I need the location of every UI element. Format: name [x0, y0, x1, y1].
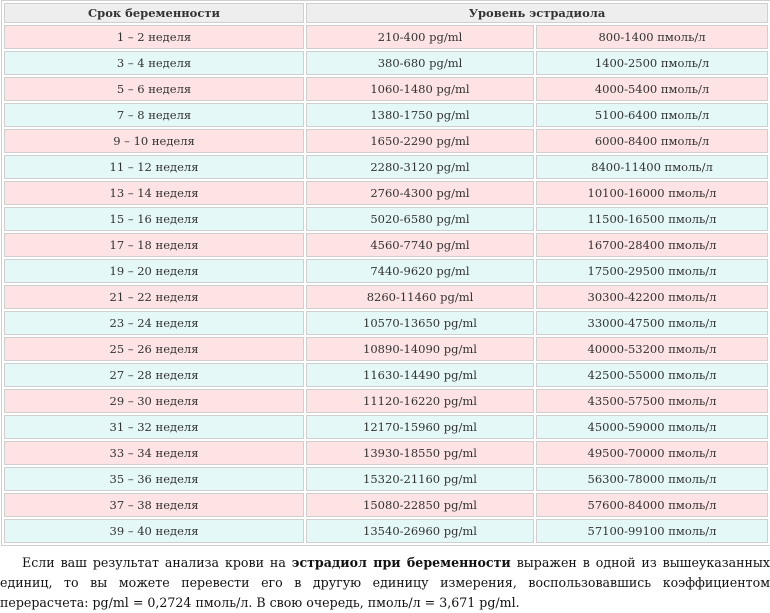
table-row	[4, 493, 768, 517]
cell-level-pgml: 11120-16220 pg/ml	[306, 389, 534, 413]
cell-pregnancy-term: 15 – 16 неделя	[4, 207, 304, 231]
cell-level-pmol: 56300-78000 пмоль/л	[536, 467, 768, 491]
cell-level-pgml: 12170-15960 pg/ml	[306, 415, 534, 439]
cell-level-pmol: 10100-16000 пмоль/л	[536, 181, 768, 205]
cell-pregnancy-term: 31 – 32 неделя	[4, 415, 304, 439]
cell-pregnancy-term: 39 – 40 неделя	[4, 519, 304, 543]
cell-pregnancy-term: 21 – 22 неделя	[4, 285, 304, 309]
table-row	[4, 181, 768, 205]
cell-level-pmol: 57100-99100 пмоль/л	[536, 519, 768, 543]
cell-level-pgml: 15320-21160 pg/ml	[306, 467, 534, 491]
table-row	[4, 519, 768, 543]
cell-pregnancy-term: 1 – 2 неделя	[4, 25, 304, 49]
header-estradiol-level: Уровень эстрадиола	[306, 3, 768, 23]
cell-level-pmol: 1400-2500 пмоль/л	[536, 51, 768, 75]
cell-pregnancy-term: 37 – 38 неделя	[4, 493, 304, 517]
cell-level-pgml: 1650-2290 pg/ml	[306, 129, 534, 153]
cell-pregnancy-term: 3 – 4 неделя	[4, 51, 304, 75]
cell-level-pmol: 16700-28400 пмоль/л	[536, 233, 768, 257]
cell-pregnancy-term: 17 – 18 неделя	[4, 233, 304, 257]
table-row	[4, 337, 768, 361]
cell-pregnancy-term: 33 – 34 неделя	[4, 441, 304, 465]
cell-level-pgml: 11630-14490 pg/ml	[306, 363, 534, 387]
cell-level-pmol: 4000-5400 пмоль/л	[536, 77, 768, 101]
table-row	[4, 233, 768, 257]
conversion-paragraph	[0, 553, 770, 613]
table-row	[4, 415, 768, 439]
cell-level-pmol: 45000-59000 пмоль/л	[536, 415, 768, 439]
table-row	[4, 311, 768, 335]
table-row	[4, 103, 768, 127]
cell-level-pgml: 13540-26960 pg/ml	[306, 519, 534, 543]
cell-level-pmol: 6000-8400 пмоль/л	[536, 129, 768, 153]
cell-level-pgml: 8260-11460 pg/ml	[306, 285, 534, 309]
table-row	[4, 363, 768, 387]
table-row	[4, 467, 768, 491]
cell-pregnancy-term: 29 – 30 неделя	[4, 389, 304, 413]
cell-level-pmol: 8400-11400 пмоль/л	[536, 155, 768, 179]
note-text-start: Если ваш результат анализа крови на	[22, 555, 292, 570]
table-row	[4, 441, 768, 465]
cell-pregnancy-term: 19 – 20 неделя	[4, 259, 304, 283]
cell-level-pmol: 11500-16500 пмоль/л	[536, 207, 768, 231]
cell-level-pgml: 7440-9620 pg/ml	[306, 259, 534, 283]
table-row	[4, 207, 768, 231]
cell-pregnancy-term: 7 – 8 неделя	[4, 103, 304, 127]
cell-pregnancy-term: 23 – 24 неделя	[4, 311, 304, 335]
cell-level-pgml: 2760-4300 pg/ml	[306, 181, 534, 205]
cell-level-pmol: 49500-70000 пмоль/л	[536, 441, 768, 465]
cell-pregnancy-term: 9 – 10 неделя	[4, 129, 304, 153]
cell-pregnancy-term: 11 – 12 неделя	[4, 155, 304, 179]
table-row	[4, 25, 768, 49]
cell-pregnancy-term: 5 – 6 неделя	[4, 77, 304, 101]
table-body	[4, 25, 768, 543]
cell-level-pmol: 40000-53200 пмоль/л	[536, 337, 768, 361]
cell-level-pgml: 210-400 pg/ml	[306, 25, 534, 49]
cell-level-pgml: 13930-18550 pg/ml	[306, 441, 534, 465]
cell-level-pmol: 800-1400 пмоль/л	[536, 25, 768, 49]
note-text-end: выражен в одной из вышеуказанных единиц, то вы можете перевести его в другую единицу измерения, воспользовавшись коэффициентом перерасчета: pg/ml = 0,2724 пмоль/л. В свою очередь, пмоль/л = 3,671 pg/ml.	[0, 555, 770, 610]
cell-level-pgml: 15080-22850 pg/ml	[306, 493, 534, 517]
estradiol-table-container	[1, 0, 767, 546]
table-row	[4, 259, 768, 283]
cell-level-pmol: 17500-29500 пмоль/л	[536, 259, 768, 283]
table-header-row	[4, 3, 768, 23]
cell-level-pgml: 380-680 pg/ml	[306, 51, 534, 75]
cell-pregnancy-term: 25 – 26 неделя	[4, 337, 304, 361]
cell-level-pgml: 5020-6580 pg/ml	[306, 207, 534, 231]
note-bold-term: эстрадиол при беременности	[291, 555, 511, 570]
table-row	[4, 77, 768, 101]
cell-level-pmol: 42500-55000 пмоль/л	[536, 363, 768, 387]
cell-pregnancy-term: 35 – 36 неделя	[4, 467, 304, 491]
cell-level-pmol: 57600-84000 пмоль/л	[536, 493, 768, 517]
table-row	[4, 389, 768, 413]
cell-level-pmol: 43500-57500 пмоль/л	[536, 389, 768, 413]
cell-level-pmol: 5100-6400 пмоль/л	[536, 103, 768, 127]
cell-level-pgml: 2280-3120 pg/ml	[306, 155, 534, 179]
table-row	[4, 129, 768, 153]
table-row	[4, 51, 768, 75]
table-row	[4, 155, 768, 179]
cell-level-pgml: 4560-7740 pg/ml	[306, 233, 534, 257]
cell-pregnancy-term: 13 – 14 неделя	[4, 181, 304, 205]
table-row	[4, 285, 768, 309]
estradiol-table	[1, 0, 770, 546]
cell-level-pgml: 1380-1750 pg/ml	[306, 103, 534, 127]
header-pregnancy-term: Срок беременности	[4, 3, 304, 23]
cell-level-pmol: 33000-47500 пмоль/л	[536, 311, 768, 335]
conversion-note	[0, 553, 770, 613]
cell-level-pgml: 1060-1480 pg/ml	[306, 77, 534, 101]
cell-level-pgml: 10890-14090 pg/ml	[306, 337, 534, 361]
cell-pregnancy-term: 27 – 28 неделя	[4, 363, 304, 387]
cell-level-pmol: 30300-42200 пмоль/л	[536, 285, 768, 309]
cell-level-pgml: 10570-13650 pg/ml	[306, 311, 534, 335]
